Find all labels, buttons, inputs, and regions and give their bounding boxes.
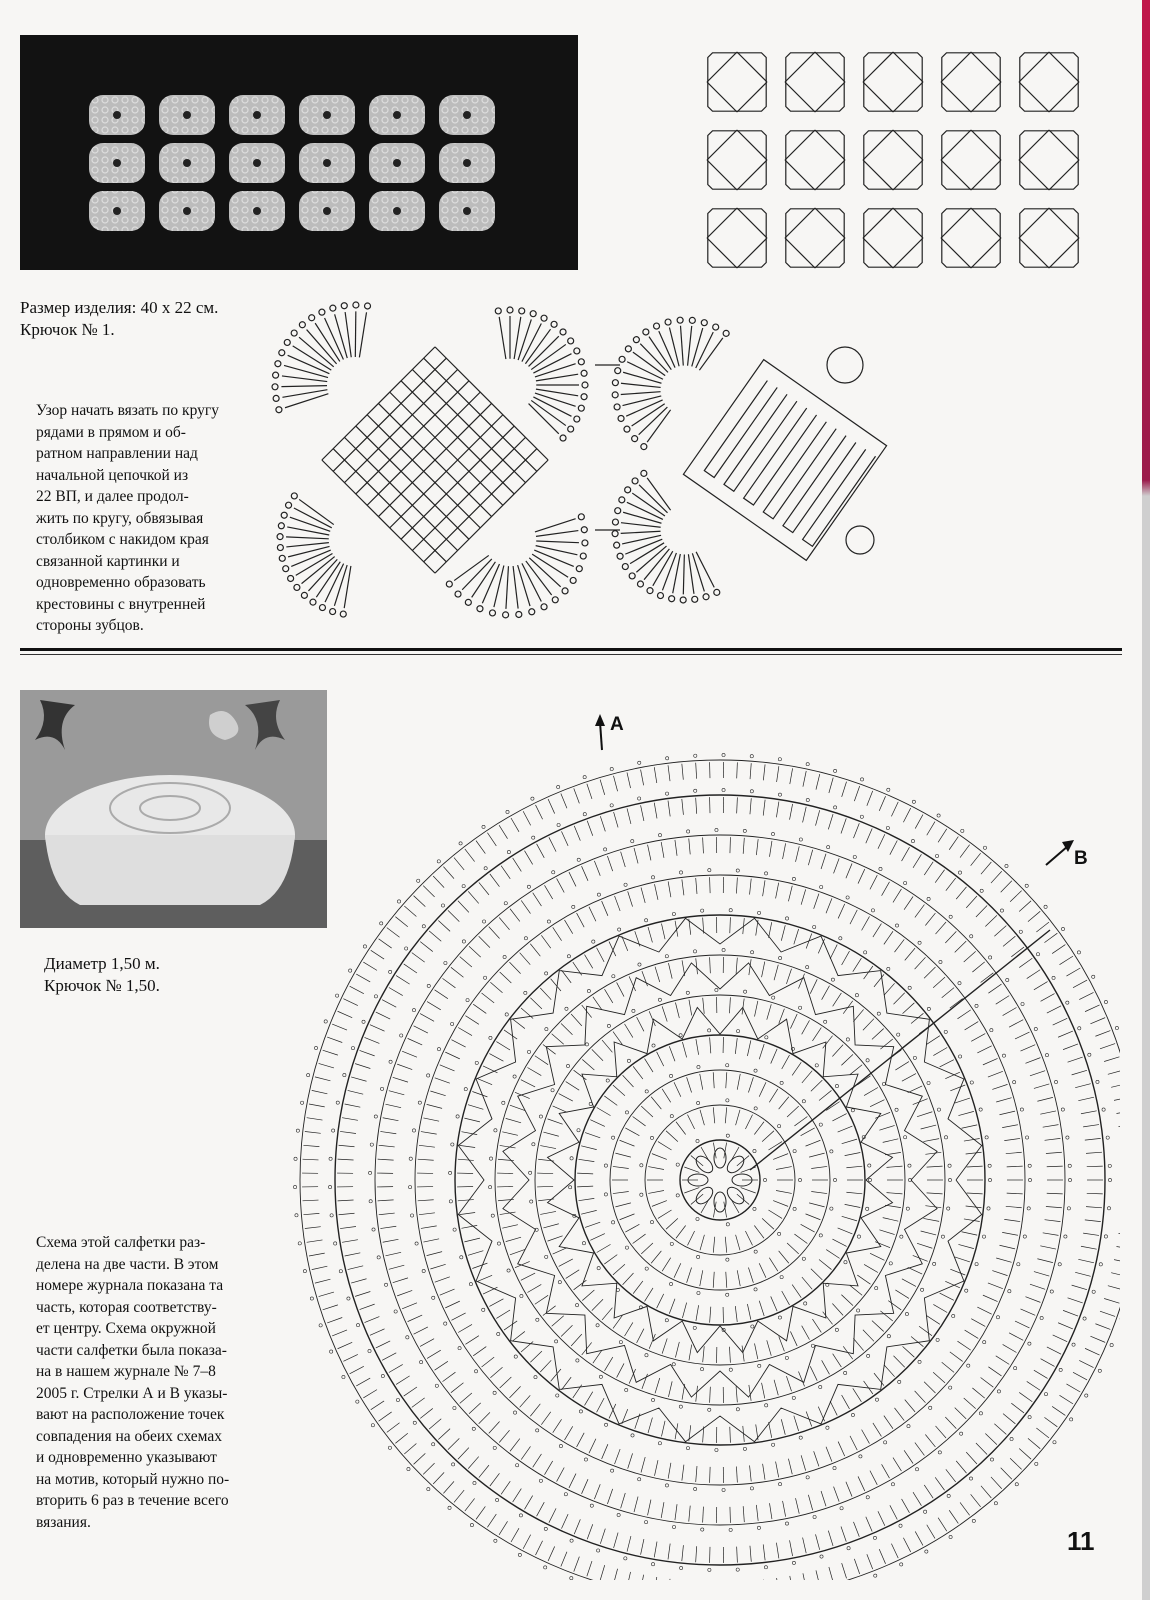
section-divider xyxy=(20,648,1122,651)
arrow-b-marker xyxy=(1046,840,1074,865)
arrow-a-marker xyxy=(595,714,605,750)
tablecloth-hook-text: Крючок № 1,50. xyxy=(44,976,160,995)
page-number: 11 xyxy=(1067,1526,1095,1556)
description-line: связанной картинки и xyxy=(36,552,180,570)
description-line: вязания. xyxy=(36,1513,91,1531)
description-line: вторить 6 раз в течение всего xyxy=(36,1492,229,1509)
description-line: Схема этой салфетки раз- xyxy=(36,1234,206,1251)
round-crochet-chart xyxy=(270,700,1120,1580)
description-line: номере журнала показана та xyxy=(36,1277,224,1294)
page-edge-strip xyxy=(1142,0,1150,1600)
description-line: части салфетки была показа- xyxy=(36,1341,227,1359)
description-line: рядами в прямом и об- xyxy=(36,423,186,441)
runner-photo xyxy=(20,35,578,270)
description-line: начальной цепочкой из xyxy=(36,466,189,484)
description-line: жить по кругу, обвязывая xyxy=(36,509,204,527)
description-line: ет центру. Схема окружной xyxy=(36,1320,216,1337)
tablecloth-description xyxy=(36,1232,281,1533)
description-line: 22 ВП, и далее продол- xyxy=(36,488,189,505)
description-line: на мотив, который нужно по- xyxy=(36,1470,230,1488)
description-line: делена на две части. В этом xyxy=(36,1255,219,1273)
description-line: столбиком с накидом края xyxy=(36,531,209,548)
description-line: стороны зубцов. xyxy=(36,617,144,634)
motif-layout-diagram xyxy=(695,40,1095,280)
marker-b-label: В xyxy=(1074,848,1088,869)
runner-description xyxy=(36,400,266,637)
description-line: одновременно образовать xyxy=(36,574,206,591)
description-line: на в нашем журнале № 7–8 xyxy=(36,1363,216,1380)
marker-a-label: А xyxy=(610,714,624,735)
section-divider-thin xyxy=(20,654,1122,655)
motif-crochet-chart xyxy=(265,295,905,620)
description-line: и одновременно указывают xyxy=(36,1449,217,1466)
description-line: крестовины с внутренней xyxy=(36,595,206,613)
tablecloth-diameter-text: Диаметр 1,50 м. xyxy=(44,954,160,973)
description-line: часть, которая соответству- xyxy=(36,1298,217,1316)
description-line: ратном направлении над xyxy=(36,445,198,462)
description-line: 2005 г. Стрелки А и В указы- xyxy=(36,1384,228,1402)
runner-size-text: Размер изделия: 40 х 22 см. xyxy=(20,298,219,317)
description-line: Узор начать вязать по кругу xyxy=(36,402,219,419)
description-line: совпадения на обеих схемах xyxy=(36,1427,223,1445)
runner-hook-text: Крючок № 1. xyxy=(20,320,115,339)
runner-photo-image xyxy=(20,35,578,270)
description-line: вают на расположение точек xyxy=(36,1406,225,1423)
